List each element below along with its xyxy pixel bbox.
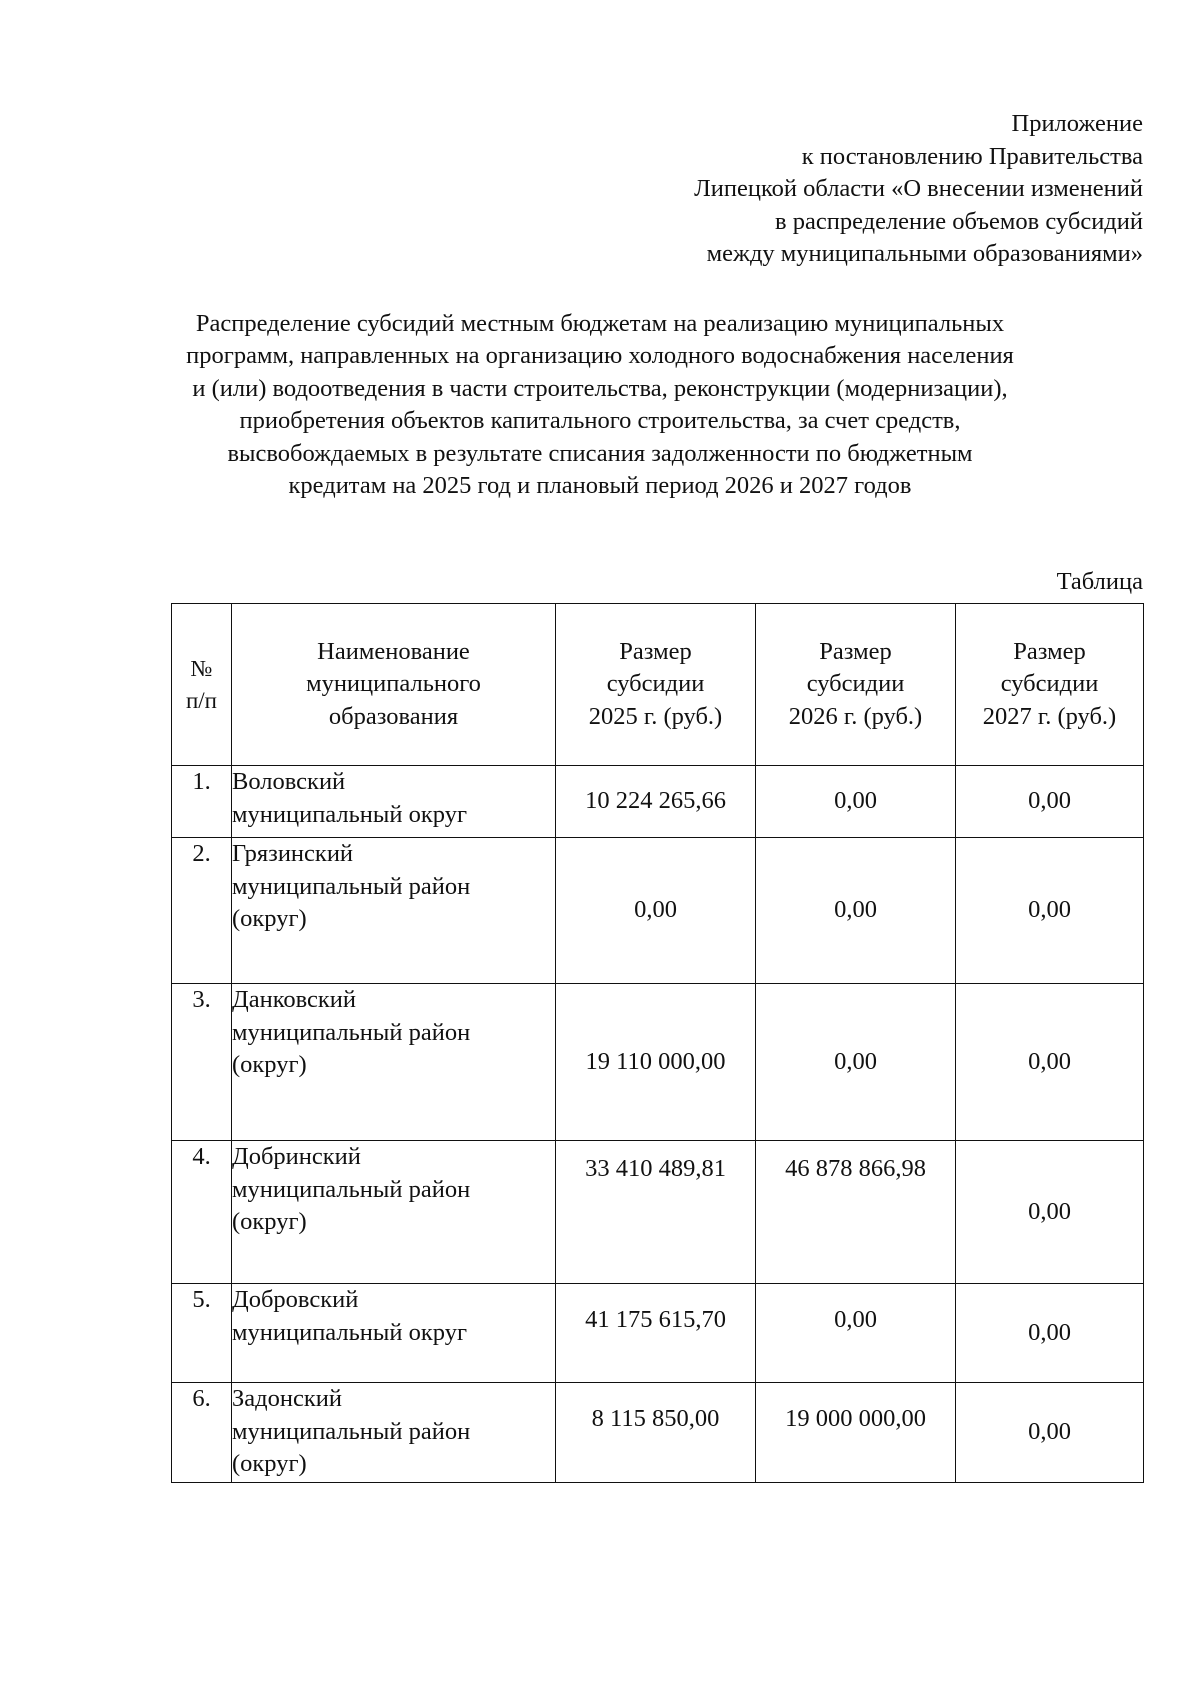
municipality-name: [232, 1383, 556, 1483]
municipality-name: [232, 1284, 556, 1383]
table-row: [172, 984, 1144, 1141]
header-line: 2026 г. (руб.): [788, 702, 923, 730]
title-line: кредитам на 2025 год и плановый период 2026 и 2027 годов: [288, 472, 912, 500]
subsidy-2025: 33 410 489,81: [556, 1141, 756, 1284]
table-row: [172, 1383, 1144, 1483]
appendix-line: к постановлению Правительства: [801, 142, 1143, 170]
name-line: (округ): [232, 1208, 307, 1235]
subsidy-2027: 0,00: [956, 1284, 1144, 1383]
header-2026: [756, 604, 956, 766]
municipality-name: [232, 1141, 556, 1284]
subsidy-2026: 0,00: [756, 838, 956, 984]
title-line: и (или) водоотведения в части строительства, реконструкции (модернизации),: [192, 374, 1008, 402]
name-line: (округ): [232, 1051, 307, 1078]
subsidy-2025: 41 175 615,70: [556, 1284, 756, 1383]
header-line: субсидии: [606, 670, 705, 698]
subsidy-2027: 0,00: [956, 838, 1144, 984]
title-line: высвобождаемых в результате списания задолженности по бюджетным: [227, 439, 973, 467]
title-line: приобретения объектов капитального строительства, за счет средств,: [239, 407, 961, 435]
subsidy-2027: 0,00: [956, 766, 1144, 838]
header-line: муниципального: [306, 670, 481, 698]
row-number: 5.: [172, 1284, 232, 1383]
name-line: Задонский: [232, 1385, 342, 1412]
header-line: субсидии: [806, 670, 905, 698]
name-line: (округ): [232, 1450, 307, 1477]
title-line: Распределение субсидий местным бюджетам на реализацию муниципальных: [195, 310, 1005, 337]
appendix-line: Липецкой области «О внесении изменений: [694, 175, 1143, 202]
subsidy-2027: 0,00: [956, 1141, 1144, 1284]
subsidy-2025: 0,00: [556, 838, 756, 984]
header-line: Наименование: [317, 637, 470, 665]
table-row: [172, 1141, 1144, 1284]
name-line: муниципальный округ: [232, 1318, 467, 1346]
subsidy-2026: 0,00: [756, 766, 956, 838]
table-label: Таблица: [1056, 568, 1143, 595]
subsidy-2025: 19 110 000,00: [556, 984, 756, 1141]
header-line: 2027 г. (руб.): [982, 702, 1117, 730]
row-number: 3.: [172, 984, 232, 1141]
row-number: 6.: [172, 1383, 232, 1483]
table-row: [172, 838, 1144, 984]
subsidy-table: [171, 603, 1144, 1483]
name-line: Грязинский: [232, 840, 354, 867]
row-number: 1.: [172, 766, 232, 838]
row-number: 2.: [172, 838, 232, 984]
table-row: [172, 1284, 1144, 1383]
name-line: (округ): [232, 905, 307, 932]
name-line: Добринский: [232, 1143, 361, 1170]
subsidy-2026: 0,00: [756, 984, 956, 1141]
subsidy-2025: 8 115 850,00: [556, 1383, 756, 1483]
name-line: муниципальный район: [232, 1018, 471, 1046]
header-line: Размер: [619, 637, 692, 665]
name-line: муниципальный округ: [232, 800, 467, 828]
header-line: Размер: [819, 637, 892, 665]
subsidy-2026: 0,00: [756, 1284, 956, 1383]
header-line: п/п: [185, 687, 217, 713]
appendix-header: [694, 108, 1143, 271]
header-line: Размер: [1013, 637, 1086, 665]
header-line: субсидии: [1000, 670, 1099, 698]
header-line: образования: [328, 702, 459, 730]
table-header-row: [172, 604, 1144, 766]
document-title: [100, 308, 1100, 502]
municipality-name: [232, 838, 556, 984]
header-line: 2025 г. (руб.): [588, 702, 723, 730]
subsidy-2026: 46 878 866,98: [756, 1141, 956, 1284]
subsidy-2025: 10 224 265,66: [556, 766, 756, 838]
name-line: муниципальный район: [232, 1175, 471, 1203]
subsidy-2026: 19 000 000,00: [756, 1383, 956, 1483]
row-number: 4.: [172, 1141, 232, 1284]
header-num: [172, 604, 232, 766]
municipality-name: [232, 766, 556, 838]
subsidy-2027: 0,00: [956, 1383, 1144, 1483]
name-line: муниципальный район: [232, 872, 471, 900]
header-2025: [556, 604, 756, 766]
municipality-name: [232, 984, 556, 1141]
name-line: Воловский: [232, 768, 346, 795]
name-line: Добровский: [232, 1286, 359, 1313]
title-line: программ, направленных на организацию холодного водоснабжения населения: [186, 342, 1014, 370]
header-line: №: [190, 655, 213, 681]
appendix-line: в распределение объемов субсидий: [775, 207, 1143, 235]
appendix-line: Приложение: [1011, 110, 1143, 137]
table-row: [172, 766, 1144, 838]
name-line: Данковский: [232, 986, 357, 1013]
header-name: [232, 604, 556, 766]
header-2027: [956, 604, 1144, 766]
name-line: муниципальный район: [232, 1417, 471, 1445]
appendix-line: между муниципальными образованиями»: [706, 240, 1143, 267]
subsidy-2027: 0,00: [956, 984, 1144, 1141]
